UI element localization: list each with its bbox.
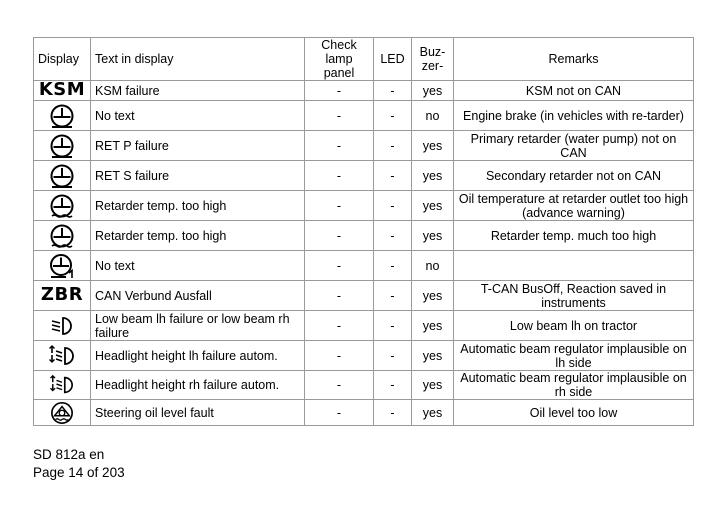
retarder-icon bbox=[49, 133, 75, 159]
led-cell: - bbox=[374, 341, 412, 371]
text-cell: Headlight height rh failure autom. bbox=[91, 371, 305, 400]
table-row bbox=[34, 161, 694, 191]
table-row bbox=[34, 341, 694, 371]
text-cell: Low beam lh failure or low beam rh failure bbox=[91, 311, 305, 341]
check-cell: - bbox=[305, 221, 374, 251]
led-cell: - bbox=[374, 281, 412, 311]
check-cell: - bbox=[305, 251, 374, 281]
remark-cell: Automatic beam regulator implausible on lh side bbox=[454, 341, 694, 371]
ksm-code: KSM bbox=[38, 79, 86, 100]
led-cell: - bbox=[374, 131, 412, 161]
table-row bbox=[34, 221, 694, 251]
check-cell: - bbox=[305, 281, 374, 311]
steering-oil-icon bbox=[49, 401, 75, 425]
remark-cell: Retarder temp. much too high bbox=[454, 221, 694, 251]
led-cell: - bbox=[374, 101, 412, 131]
text-cell: CAN Verbund Ausfall bbox=[91, 281, 305, 311]
display-cell bbox=[34, 191, 91, 221]
display-cell bbox=[34, 281, 91, 311]
remark-cell: Oil temperature at retarder outlet too high (advance warning) bbox=[454, 191, 694, 221]
headlight-height-icon bbox=[48, 343, 76, 369]
remark-cell: Low beam lh on tractor bbox=[454, 311, 694, 341]
remark-cell: T-CAN BusOff, Reaction saved in instruments bbox=[454, 281, 694, 311]
retarder-icon bbox=[49, 103, 75, 129]
display-cell bbox=[34, 341, 91, 371]
table-row bbox=[34, 251, 694, 281]
buzzer-cell: yes bbox=[412, 311, 454, 341]
buzzer-cell: yes bbox=[412, 221, 454, 251]
text-cell: Steering oil level fault bbox=[91, 400, 305, 426]
check-cell: - bbox=[305, 341, 374, 371]
text-cell: KSM failure bbox=[91, 81, 305, 101]
text-cell: No text bbox=[91, 101, 305, 131]
display-cell bbox=[34, 221, 91, 251]
zbr-code: ZBR bbox=[40, 284, 84, 305]
display-cell bbox=[34, 101, 91, 131]
text-cell: RET P failure bbox=[91, 131, 305, 161]
check-cell: - bbox=[305, 311, 374, 341]
check-cell: - bbox=[305, 191, 374, 221]
led-cell: - bbox=[374, 400, 412, 426]
table-row bbox=[34, 101, 694, 131]
remark-cell: Automatic beam regulator implausible on rh side bbox=[454, 371, 694, 400]
check-cell: - bbox=[305, 81, 374, 101]
display-cell bbox=[34, 161, 91, 191]
buzzer-cell: yes bbox=[412, 341, 454, 371]
led-cell: - bbox=[374, 81, 412, 101]
text-cell: Retarder temp. too high bbox=[91, 191, 305, 221]
warning-table bbox=[33, 37, 694, 426]
led-cell: - bbox=[374, 251, 412, 281]
text-cell: Headlight height lh failure autom. bbox=[91, 341, 305, 371]
header-remarks: Remarks bbox=[454, 38, 694, 81]
led-cell: - bbox=[374, 311, 412, 341]
header-led: LED bbox=[374, 38, 412, 81]
table-row bbox=[34, 191, 694, 221]
page-number: Page 14 of 203 bbox=[33, 465, 125, 480]
buzzer-cell: yes bbox=[412, 81, 454, 101]
table-row bbox=[34, 131, 694, 161]
remark-cell: Oil level too low bbox=[454, 400, 694, 426]
display-cell bbox=[34, 251, 91, 281]
remark-cell: Primary retarder (water pump) not on CAN bbox=[454, 131, 694, 161]
table-row bbox=[34, 81, 694, 101]
header-text: Text in display bbox=[91, 38, 305, 81]
remark-cell: Secondary retarder not on CAN bbox=[454, 161, 694, 191]
led-cell: - bbox=[374, 161, 412, 191]
table-row bbox=[34, 400, 694, 426]
display-cell bbox=[34, 131, 91, 161]
retarder-one-icon bbox=[49, 253, 75, 279]
headlight-height-icon bbox=[48, 373, 76, 397]
buzzer-cell: yes bbox=[412, 131, 454, 161]
header-display: Display bbox=[34, 38, 91, 81]
display-cell bbox=[34, 81, 91, 101]
table-row bbox=[34, 281, 694, 311]
display-cell bbox=[34, 400, 91, 426]
document-id: SD 812a en bbox=[33, 447, 105, 462]
buzzer-cell: no bbox=[412, 251, 454, 281]
page-footer bbox=[33, 446, 125, 482]
check-cell: - bbox=[305, 371, 374, 400]
check-cell: - bbox=[305, 400, 374, 426]
led-cell: - bbox=[374, 221, 412, 251]
buzzer-cell: yes bbox=[412, 371, 454, 400]
buzzer-cell: no bbox=[412, 101, 454, 131]
buzzer-cell: yes bbox=[412, 281, 454, 311]
text-cell: Retarder temp. too high bbox=[91, 221, 305, 251]
remark-cell bbox=[454, 251, 694, 281]
low-beam-icon bbox=[49, 314, 75, 338]
table-row bbox=[34, 371, 694, 400]
buzzer-cell: yes bbox=[412, 191, 454, 221]
check-cell: - bbox=[305, 101, 374, 131]
retarder-temp-icon bbox=[49, 193, 75, 219]
remark-cell: KSM not on CAN bbox=[454, 81, 694, 101]
led-cell: - bbox=[374, 371, 412, 400]
header-buzzer: Buz-zer- bbox=[412, 38, 454, 81]
check-cell: - bbox=[305, 131, 374, 161]
table-row bbox=[34, 311, 694, 341]
retarder-icon bbox=[49, 163, 75, 189]
text-cell: RET S failure bbox=[91, 161, 305, 191]
check-cell: - bbox=[305, 161, 374, 191]
display-cell bbox=[34, 311, 91, 341]
buzzer-cell: yes bbox=[412, 400, 454, 426]
buzzer-cell: yes bbox=[412, 161, 454, 191]
header-check: Check lamp panel bbox=[305, 38, 374, 81]
display-cell bbox=[34, 371, 91, 400]
remark-cell: Engine brake (in vehicles with re-tarder) bbox=[454, 101, 694, 131]
led-cell: - bbox=[374, 191, 412, 221]
retarder-temp-icon bbox=[49, 223, 75, 249]
table-header-row bbox=[34, 38, 694, 81]
text-cell: No text bbox=[91, 251, 305, 281]
